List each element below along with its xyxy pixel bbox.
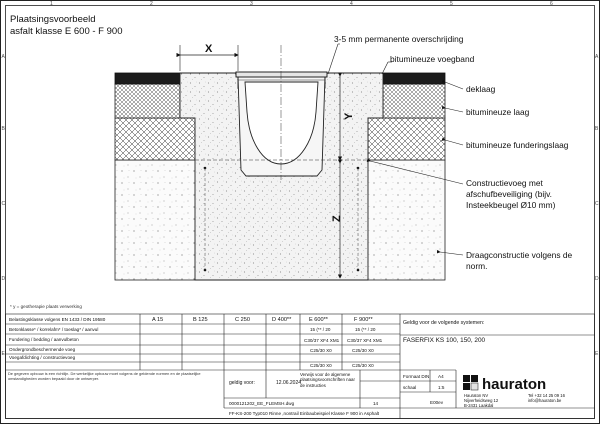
row-mark: E (595, 351, 599, 357)
class-e600: E 600** (309, 317, 328, 323)
col-mark: 4 (350, 1, 353, 7)
col-mark: 1 (50, 1, 53, 7)
reference-note: Verwijs voor de algemene plaatsingsvoorschriften naar de instructies (300, 372, 355, 388)
row-mark: E (1, 351, 5, 357)
class-e-value: C25/30 X0 (310, 363, 332, 368)
spec-row-label: Voegafdichting / constructievoeg (9, 355, 76, 360)
brand-name: hauraton (482, 376, 547, 393)
surface-course-left (115, 73, 180, 84)
drawing-description: FF-KS-200 Typ010 Rinne ,nontrail Einbaubeispiel Klasse F 900 in Asphalt (229, 411, 380, 416)
channel-grating (236, 72, 327, 77)
class-e-value: C30/37 XF4 XM1 (304, 338, 340, 343)
class-f-value: C25/30 X0 (352, 348, 374, 353)
class-c250: C 250 (235, 317, 250, 323)
footnote: * y = geotherapie plaats verwerking (10, 304, 82, 309)
callout-draagconstructie-1: Draagconstructie volgens de (466, 250, 573, 260)
cross-section (115, 43, 445, 280)
callout-funderingslaag: bitumineuze funderingslaag (466, 140, 569, 150)
row-mark: B (595, 126, 599, 132)
dimension-y-label: Y (343, 112, 355, 120)
file-name: 0000121202_EE_FLEMSH.dwg (229, 401, 295, 406)
edition: E00ev (430, 400, 444, 405)
callout-voegband: bitumineuze voegband (390, 54, 475, 64)
format-label: Formaat DIN (403, 374, 430, 379)
address-line: B-2431 Laakdal (464, 403, 494, 408)
callout-constructievoeg-2: afschufbeveiliging (bijv. (466, 189, 552, 199)
row-mark: C (595, 201, 599, 207)
spec-row-label: Ondergrondbeschermende voeg (9, 347, 76, 352)
class-f900: F 900** (354, 317, 373, 323)
row-mark: A (595, 54, 599, 60)
row-mark: B (1, 126, 5, 132)
base-layer-left (115, 118, 195, 160)
row-mark: C (1, 201, 6, 207)
placement-note: De gegeven opbouw is een richtlijn. De werkelijke opbouw moet volgens de geldende normen en de plaatselijke omstandigheden worden bepaald door de ontwerper. (8, 371, 201, 382)
callout-laag: bitumineuze laag (466, 107, 530, 117)
dimension-x-label: X (205, 43, 213, 55)
spec-row-label: Betonklasse* / korrelafm* / toeslag* / aanvul (9, 327, 99, 332)
system-value: FASERFIX KS 100, 150, 200 (403, 337, 486, 344)
col-mark: 5 (450, 1, 453, 7)
class-d400: D 400** (272, 317, 292, 323)
spec-row-label: Belastingsklasse volgens EN 1433 / DIN 19580 (9, 317, 106, 322)
class-b125: B 125 (193, 317, 208, 323)
schaal-value: 1:5 (438, 385, 445, 390)
format-value: A4 (438, 374, 444, 379)
page-number: 14 (373, 401, 379, 406)
base-layer-right (368, 118, 445, 160)
row-mark: A (1, 54, 5, 60)
callout-deklaag: deklaag (466, 84, 496, 94)
class-e-value: C25/30 X0 (310, 348, 332, 353)
callout-overschrijding: 3-5 mm permanente overschrijding (334, 34, 464, 44)
class-f-value: C25/30 X0 (352, 363, 374, 368)
class-e-value: 15 (** / 20 (310, 327, 331, 332)
class-a15: A 15 (152, 317, 164, 323)
class-f-value: C30/37 XF4 XM1 (347, 338, 383, 343)
drawing-title-line2: asfalt klasse E 600 - F 900 (10, 26, 123, 37)
row-mark: D (595, 276, 599, 282)
drawing-title-line1: Plaatsingsvoorbeeld (10, 14, 96, 25)
system-label: Geldig voor de volgende systemen: (403, 320, 485, 326)
binder-layer-right (383, 84, 445, 118)
schaal-label: schaal (403, 385, 417, 390)
col-mark: 2 (150, 1, 153, 7)
col-mark: 6 (550, 1, 553, 7)
geldig-label: geldig voor: (229, 380, 255, 386)
geldig-date: 12.06.2024 (276, 380, 302, 386)
dimension-z-label: Z (331, 215, 343, 222)
col-mark: 3 (250, 1, 253, 7)
spec-row-label: Fundering / bedding / aanvulbeton (9, 337, 79, 342)
callout-draagconstructie-2: norm. (466, 261, 488, 271)
callout-constructievoeg-1: Constructievoeg met (466, 178, 543, 188)
contact-line: info@hauraton.be (528, 398, 562, 403)
binder-layer-left (115, 84, 180, 118)
contact-line: Tel +32 14 25 09 16 (528, 393, 565, 398)
row-mark: D (1, 276, 6, 282)
surface-course-right (383, 73, 445, 84)
address-line: Hauraton NV (464, 393, 489, 398)
address-line: Nijverheidsweg 12 (464, 398, 499, 403)
callout-constructievoeg-3: Insteekbeugel Ø10 mm) (466, 200, 556, 210)
class-f-value: 15 (** / 20 (355, 327, 376, 332)
